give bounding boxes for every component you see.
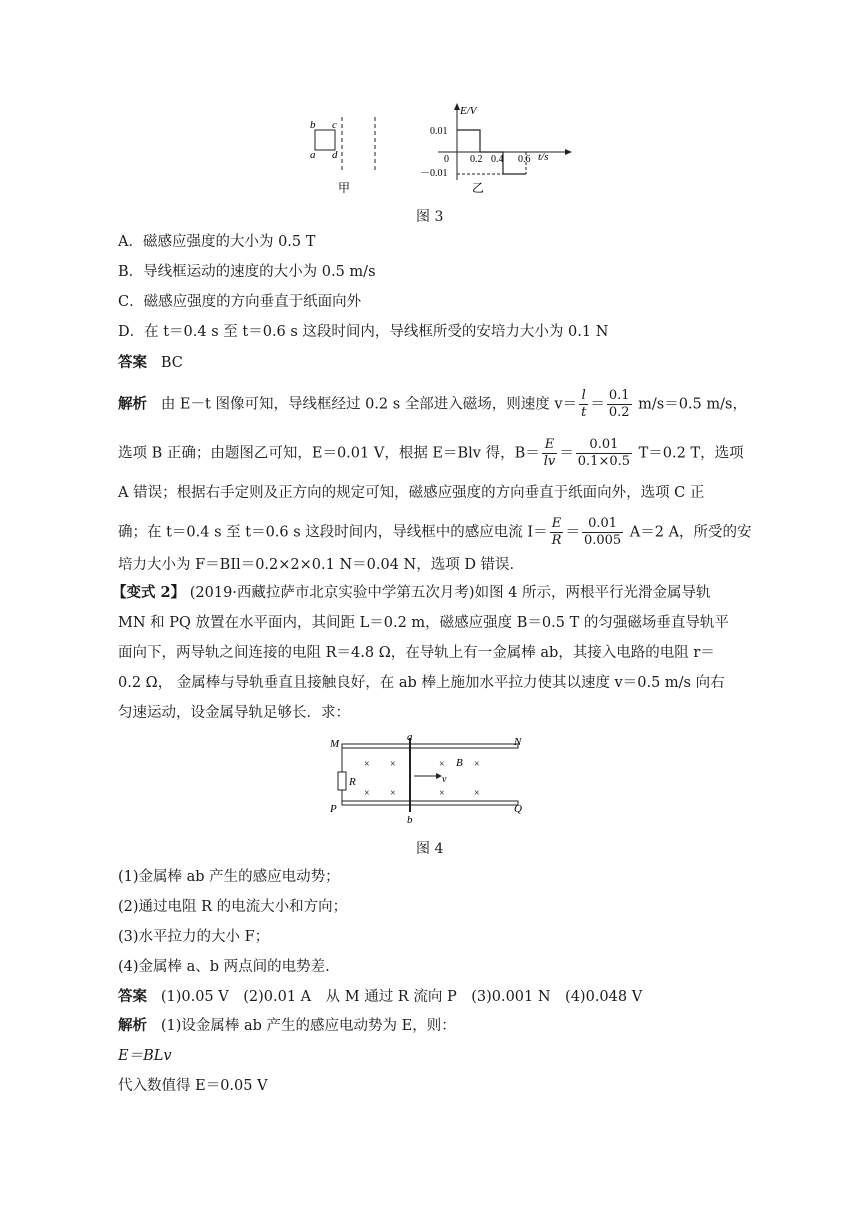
denominator: 0.005 [583, 533, 622, 548]
label-q: Q [514, 803, 522, 815]
analysis-2-line-2: E＝BLv [118, 1048, 172, 1064]
question-2: (2)通过电阻 R 的电流大小和方向； [118, 899, 348, 915]
variant-line-1 [112, 583, 711, 603]
denominator: lv [543, 454, 556, 469]
x-tick-0.4: 0.4 [491, 154, 504, 165]
label-b: b [310, 119, 316, 131]
label-b: b [407, 814, 413, 825]
answer-value: (1)0.05 V (2)0.01 A 从 M 通过 R 流向 P (3)0.001 N (4)0.048 V [160, 989, 643, 1005]
x-tick-0.2: 0.2 [470, 154, 483, 165]
resistor-r [338, 772, 346, 790]
field-cross: × [390, 788, 396, 799]
question-1: (1)金属棒 ab 产生的感应电动势； [118, 869, 340, 885]
analysis-text: 确；在 t＝0.4 s 至 t＝0.6 s 这段时间内，导线框中的感应电流 I＝ [118, 524, 548, 541]
numerator: 0.01 [576, 437, 632, 454]
label-c: c [332, 119, 337, 131]
analysis-1-line-5: 培力大小为 F＝BIl＝0.2×2×0.1 N＝0.04 N，选项 D 错误． [118, 557, 525, 573]
x-tick-0.6: 0.6 [518, 154, 531, 165]
analysis-1-line-4 [118, 516, 752, 549]
equals: ＝ [590, 396, 605, 413]
label-a: a [407, 731, 413, 743]
field-cross: × [439, 788, 445, 799]
answer-value: BC [160, 355, 183, 371]
analysis-text: T＝0.2 T，选项 [634, 445, 744, 462]
wire-frame [315, 130, 335, 150]
fraction [579, 388, 588, 421]
fraction [607, 388, 632, 421]
fraction [542, 437, 558, 470]
rail-circuit-diagram [326, 730, 536, 825]
rail-mn [342, 744, 518, 748]
x-axis-label: t/s [538, 151, 549, 163]
fraction [550, 516, 564, 549]
numerator: E [550, 516, 564, 533]
label-v: v [442, 774, 447, 785]
option-a: A．磁感应强度的大小为 0.5 T [118, 234, 316, 250]
label-a: a [310, 149, 316, 161]
figure-4-caption: 图 4 [416, 841, 444, 857]
numerator: 0.1 [608, 388, 630, 403]
option-b: B．导线框运动的速度的大小为 0.5 m/s [118, 264, 376, 280]
analysis-2-line-1 [118, 1016, 456, 1036]
denominator: 0.1×0.5 [577, 454, 631, 469]
analysis-text: (1)设金属棒 ab 产生的感应电动势为 E，则： [160, 1018, 456, 1034]
x-axis-arrow [565, 149, 572, 155]
analysis-text: 选项 B 正确；由题图乙可知，E＝0.01 V，根据 E＝Blv 得，B＝ [118, 445, 540, 462]
variant-text: (2019·西藏拉萨市北京实验中学第五次月考)如图 4 所示，两根平行光滑金属导轨 [185, 585, 711, 601]
analysis-label: 解析 [118, 395, 147, 413]
analysis-text: A＝2 A，所受的安 [625, 524, 752, 541]
variant-line-3: 面向下，两导轨之间连接的电阻 R＝4.8 Ω，在导轨上有一金属棒 ab，其接入电路的电阻 r＝ [118, 645, 715, 661]
e-t-chart [420, 100, 580, 200]
figure-3-caption: 图 3 [416, 209, 444, 225]
field-cross: × [439, 759, 445, 770]
answer-label: 答案 [118, 988, 147, 1005]
variant-line-2: MN 和 PQ 放置在水平面内，其间距 L＝0.2 m，磁感应强度 B＝0.5 T 的匀强磁场垂直导轨平 [118, 615, 729, 631]
label-n: N [514, 736, 522, 748]
variant-line-5: 匀速运动，设金属导轨足够长．求： [118, 705, 350, 721]
field-cross: × [364, 788, 370, 799]
x-tick-0: 0 [444, 154, 449, 165]
field-cross: × [390, 759, 396, 770]
figure-4 [326, 730, 536, 825]
field-cross: × [474, 788, 480, 799]
variant-tag: 【变式 2】 [112, 584, 186, 601]
label-p: P [330, 803, 337, 815]
y-tick-neg: －0.01 [420, 168, 448, 179]
figure-3-yi [420, 100, 580, 200]
numerator: 0.01 [582, 516, 623, 533]
question-3: (3)水平拉力的大小 F； [118, 929, 270, 945]
field-cross: × [474, 759, 480, 770]
analysis-text: m/s＝0.5 m/s， [633, 396, 747, 413]
caption-jia: 甲 [338, 181, 351, 195]
analysis-1-line-1 [118, 388, 747, 421]
equals: ＝ [565, 524, 580, 541]
y-tick-pos: 0.01 [430, 126, 448, 137]
equals: ＝ [559, 445, 574, 462]
fraction [576, 437, 632, 470]
analysis-1-line-2 [118, 437, 744, 470]
analysis-label: 解析 [118, 1017, 147, 1034]
field-cross: × [364, 759, 370, 770]
label-m: M [330, 738, 340, 750]
denominator: t [581, 405, 587, 420]
question-4: (4)金属棒 a、b 两点间的电势差. [118, 959, 330, 975]
induction-frame-diagram [300, 112, 390, 202]
option-c: C．磁感应强度的方向垂直于纸面向外 [118, 294, 362, 310]
analysis-1-line-3: A 错误；根据右手定则及正方向的规定可知，磁感应强度的方向垂直于纸面向外，选项 C 正 [118, 485, 705, 501]
analysis-text: 由 E－t 图像可知，导线框经过 0.2 s 全部进入磁场，则速度 v＝ [160, 396, 578, 413]
rail-pq [342, 801, 518, 805]
y-axis-label: E/V [460, 105, 477, 117]
analysis-2-line-3: 代入数值得 E＝0.05 V [118, 1078, 268, 1094]
denominator: 0.2 [608, 405, 630, 420]
label-d: d [332, 149, 338, 161]
figure-3-jia [300, 112, 390, 202]
numerator: E [542, 437, 558, 454]
label-field-b: B [456, 757, 463, 769]
numerator: l [579, 388, 588, 405]
answer-label: 答案 [118, 354, 147, 371]
answer-2 [118, 987, 642, 1007]
variant-line-4: 0.2 Ω， 金属棒与导轨垂直且接触良好，在 ab 棒上施加水平拉力使其以速度 v＝0.5 m/s 向右 [118, 675, 725, 691]
denominator: R [551, 533, 562, 548]
option-d: D．在 t＝0.4 s 至 t＝0.6 s 这段时间内，导线框所受的安培力大小为 0.1 N [118, 324, 609, 340]
fraction [582, 516, 623, 549]
caption-yi: 乙 [472, 181, 485, 195]
answer-1 [118, 353, 183, 373]
label-r: R [349, 776, 356, 788]
